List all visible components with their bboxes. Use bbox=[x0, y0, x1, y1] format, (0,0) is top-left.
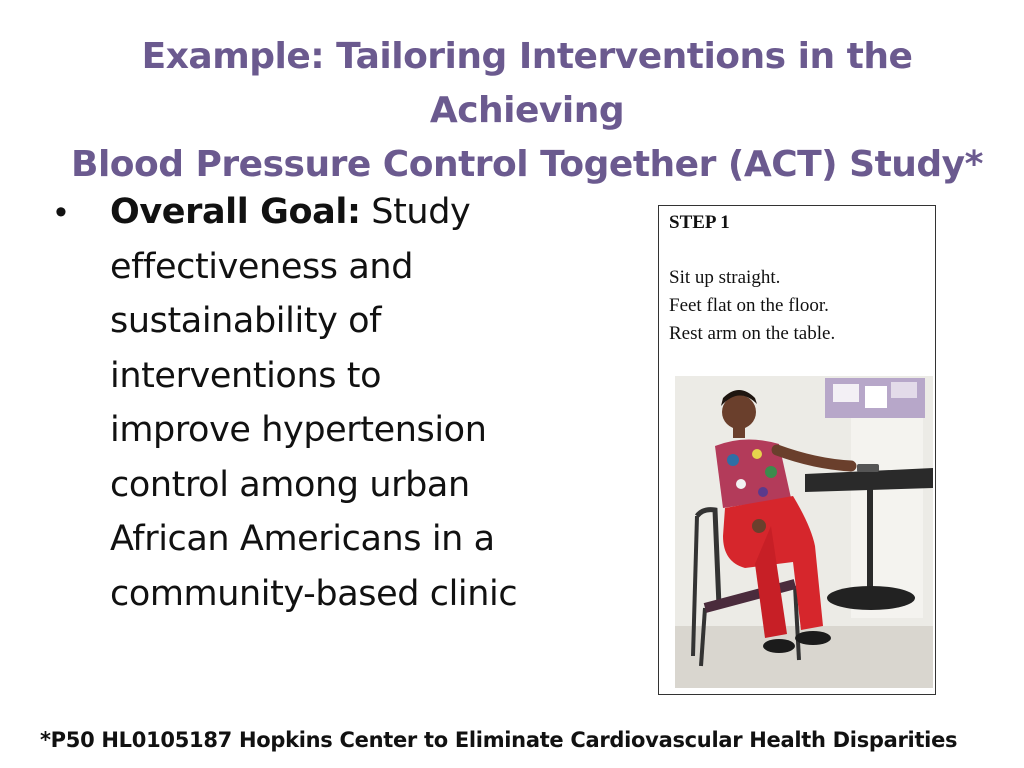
figure-instruction: Rest arm on the table. bbox=[669, 323, 836, 344]
bullet-line: control among urban bbox=[110, 464, 470, 505]
bullet-first-line-rest: Study bbox=[360, 192, 471, 232]
bullet-line: interventions to bbox=[110, 355, 382, 396]
bullet-line: sustainability of bbox=[110, 301, 382, 341]
figure-instruction: Feet flat on the floor. bbox=[669, 295, 829, 316]
bullet-dot-icon: • bbox=[55, 193, 67, 231]
bullet-line-1 bbox=[110, 185, 580, 240]
title-line-1: Example: Tailoring Interventions in the Achieving bbox=[141, 36, 913, 131]
slide-title bbox=[40, 30, 1014, 192]
bullet-line: African Americans in a bbox=[110, 519, 495, 559]
bullet-line: community-based clinic bbox=[110, 573, 518, 614]
bullet-line: effectiveness and bbox=[110, 246, 414, 287]
bullet-line: improve hypertension bbox=[110, 410, 487, 450]
figure-step-label: STEP 1 bbox=[669, 212, 730, 233]
title-line-2: Blood Pressure Control Together (ACT) Study* bbox=[71, 144, 983, 185]
figure-instructions bbox=[669, 264, 835, 348]
figure-instruction: Sit up straight. bbox=[669, 267, 781, 288]
seated-posture-photo bbox=[675, 376, 933, 688]
bullet-item bbox=[110, 185, 580, 621]
step-figure bbox=[658, 205, 936, 695]
footnote: *P50 HL0105187 Hopkins Center to Eliminate Cardiovascular Health Disparities bbox=[40, 728, 958, 752]
bullet-lead: Overall Goal: bbox=[110, 192, 361, 232]
